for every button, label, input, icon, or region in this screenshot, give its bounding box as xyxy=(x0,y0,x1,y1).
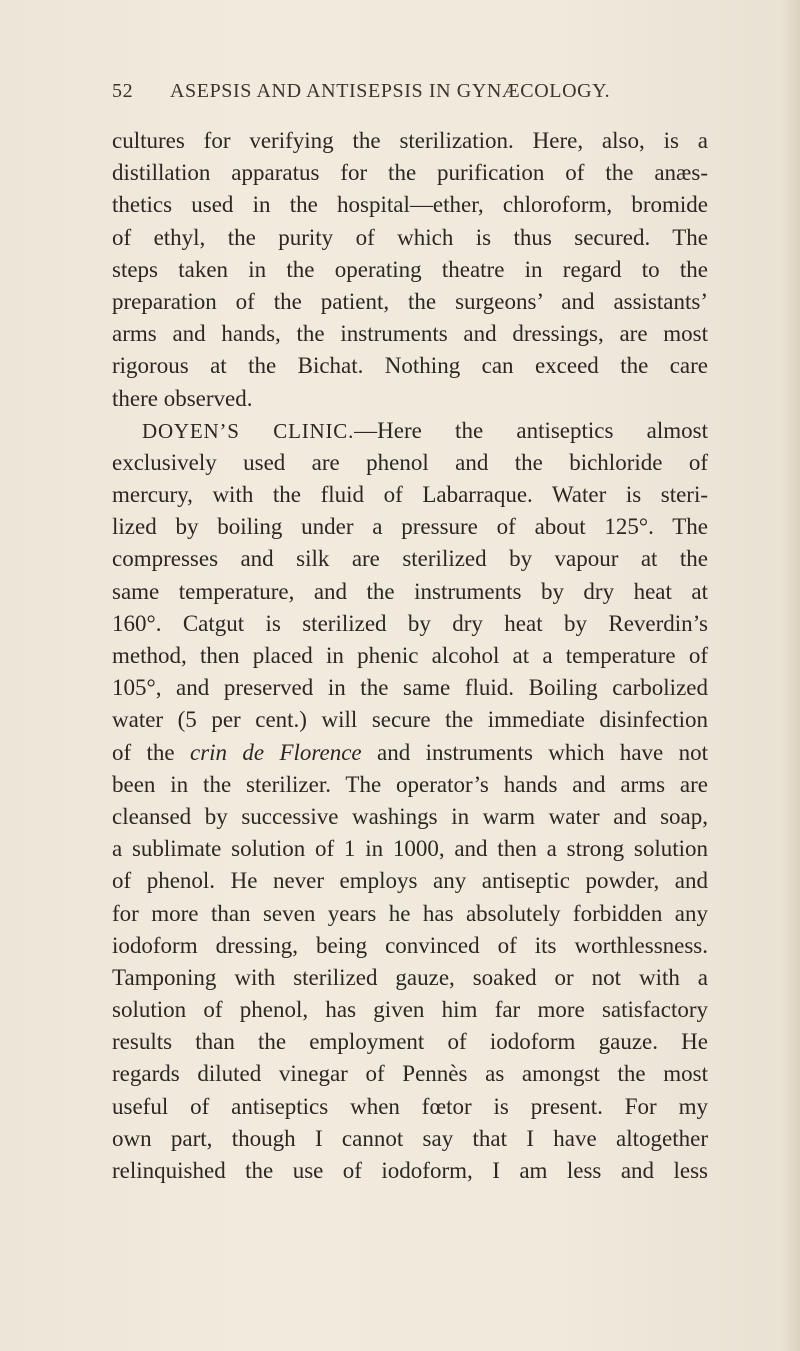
text-line: distillation apparatus for the purification of the anæs- xyxy=(112,160,708,186)
text-line: preparation of the patient, the surgeons’ and assistants’ xyxy=(112,288,708,314)
text-line: compresses and silk are sterilized by vapour at the xyxy=(112,546,708,572)
text-line: same temperature, and the instruments by dry heat at xyxy=(112,578,708,604)
text-line: exclusively used are phenol and the bichloride of xyxy=(112,449,708,475)
text-line: regards diluted vinegar of Pennès as amongst the most xyxy=(112,1061,708,1087)
text-line: iodoform dressing, being convinced of its worthlessness. xyxy=(112,932,708,958)
text-line: arms and hands, the instruments and dressings, are most xyxy=(112,321,708,347)
text-line: a sublimate solution of 1 in 1000, and then a strong solution xyxy=(112,836,708,862)
body-text xyxy=(112,125,708,1187)
text-line: there observed. xyxy=(112,385,253,411)
text-line: cultures for verifying the sterilization. Here, also, is a xyxy=(112,128,708,153)
running-title: ASEPSIS AND ANTISEPSIS IN GYNÆCOLOGY. xyxy=(170,80,611,102)
running-head xyxy=(112,80,722,116)
section-heading-line xyxy=(112,415,708,447)
text-line: results than the employment of iodoform gauze. He xyxy=(112,1029,708,1055)
text-fragment: of the xyxy=(112,739,190,765)
text-line: been in the sterilizer. The operator’s hands and arms are xyxy=(112,771,708,797)
text-line: steps taken in the operating theatre in regard to the xyxy=(112,256,708,282)
text-line: thetics used in the hospital—ether, chloroform, bromide xyxy=(112,192,708,218)
text-line: of ethyl, the purity of which is thus secured. The xyxy=(112,224,708,250)
text-line: mercury, with the fluid of Labarraque. Water is steri- xyxy=(112,482,708,508)
heading-continuation: —Here the antiseptics almost xyxy=(354,417,709,443)
text-line: cleansed by successive washings in warm water and soap, xyxy=(112,803,708,829)
text-line: lized by boiling under a pressure of about 125°. The xyxy=(112,514,708,540)
page-edge-shadow xyxy=(782,0,800,1351)
text-line: rigorous at the Bichat. Nothing can exceed the care xyxy=(112,353,708,379)
text-line: 105°, and preserved in the same fluid. Boiling carbolized xyxy=(112,675,708,701)
text-line: 160°. Catgut is sterilized by dry heat by Reverdin’s xyxy=(112,610,708,636)
text-line-with-italic xyxy=(112,737,708,769)
page-number: 52 xyxy=(112,80,134,102)
section-heading: DOYEN’S CLINIC. xyxy=(142,418,355,443)
text-fragment: and instruments which have not xyxy=(361,739,708,765)
text-line: Tamponing with sterilized gauze, soaked or not with a xyxy=(112,964,708,990)
text-line: solution of phenol, has given him far more satisfactory xyxy=(112,997,708,1023)
text-line: useful of antiseptics when fœtor is present. For my xyxy=(112,1093,708,1119)
text-line: relinquished the use of iodoform, I am less and less xyxy=(112,1158,708,1183)
text-line: for more than seven years he has absolutely forbidden any xyxy=(112,900,708,926)
text-line: of phenol. He never employs any antiseptic powder, and xyxy=(112,868,708,894)
italic-term: crin de Florence xyxy=(189,739,362,765)
text-line: method, then placed in phenic alcohol at a temperature of xyxy=(112,643,708,668)
text-line: own part, though I cannot say that I have altogether xyxy=(112,1125,708,1151)
text-line: water (5 per cent.) will secure the immediate disinfection xyxy=(112,707,708,733)
